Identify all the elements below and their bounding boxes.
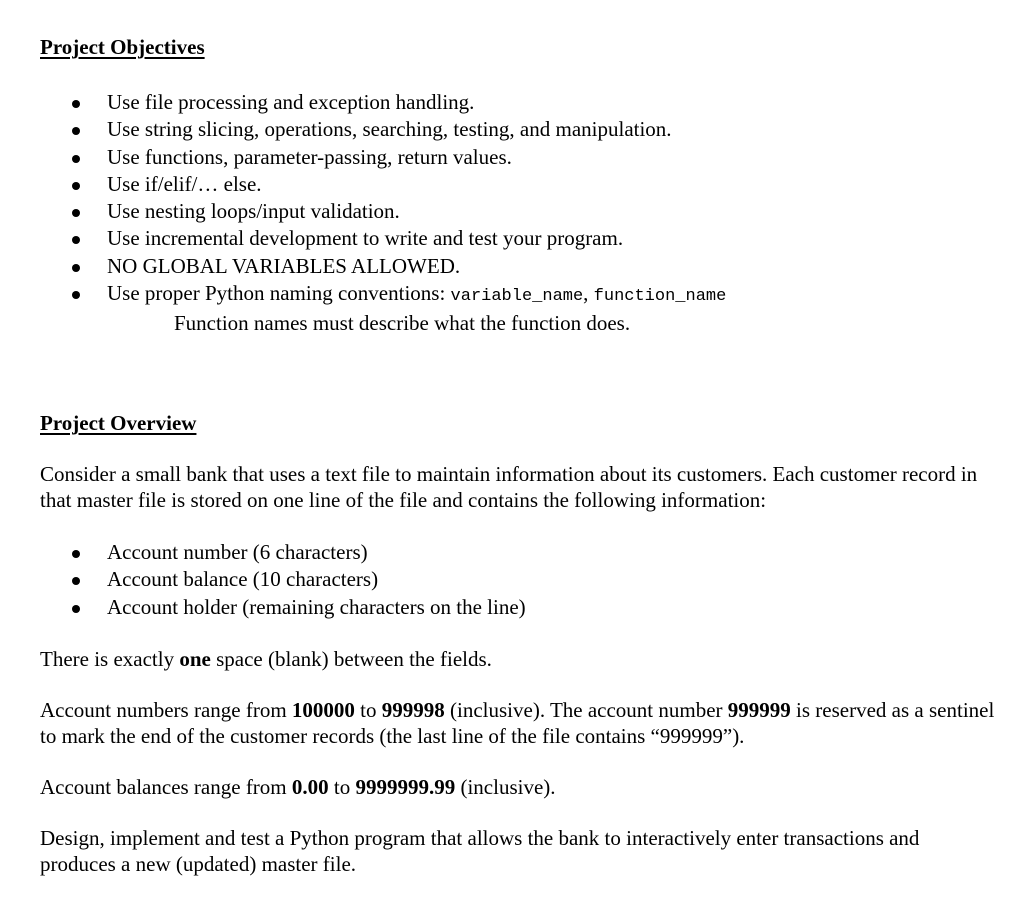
bold-text-run: 999998 (381, 698, 445, 722)
field-text: Account number (6 characters) (107, 540, 368, 564)
objective-text: Use nesting loops/input validation. (107, 199, 400, 224)
naming-separator: , (583, 281, 594, 306)
text-run: (inclusive). (455, 775, 556, 799)
objective-item (40, 253, 726, 280)
bullet-icon (72, 264, 80, 272)
field-spacing-paragraph (40, 647, 1000, 673)
bullet-icon (72, 605, 80, 613)
field-item (40, 539, 526, 566)
bold-text-run: 100000 (291, 698, 355, 722)
field-text: Account holder (remaining characters on the line) (107, 594, 526, 619)
field-text: Account balance (10 characters) (107, 567, 379, 592)
text-run: to (328, 775, 356, 799)
objective-item (40, 198, 726, 225)
project-overview-heading: Project Overview (40, 411, 197, 435)
text-run: (inclusive). The account number (444, 698, 728, 722)
bullet-icon (72, 236, 80, 244)
objective-text: NO GLOBAL VARIABLES ALLOWED. (107, 253, 461, 278)
field-item (40, 594, 526, 621)
bullet-icon (72, 550, 80, 558)
field-item (40, 566, 526, 593)
code-function-name: function_name (593, 287, 727, 307)
bullet-icon (72, 291, 80, 299)
objective-item (40, 116, 726, 143)
bullet-icon (72, 182, 80, 190)
objective-sub-item (40, 310, 726, 337)
account-balance-range-paragraph (40, 775, 1000, 801)
bullet-icon (72, 100, 80, 108)
naming-prefix: Use proper Python naming conventions: (107, 281, 451, 306)
objective-text: Use functions, parameter-passing, return values. (107, 144, 512, 169)
bold-text-run: 999999 (727, 698, 791, 722)
objective-item-naming (40, 280, 726, 310)
code-variable-name: variable_name (450, 287, 584, 307)
objective-item (40, 89, 726, 116)
objective-text: Use file processing and exception handling. (107, 90, 475, 114)
objective-text: Use string slicing, operations, searching, testing, and manipulation. (107, 117, 672, 142)
objective-item (40, 171, 726, 198)
sub-item-text: Function names must describe what the function does. (174, 311, 631, 336)
bullet-icon (72, 209, 80, 217)
objective-item (40, 225, 726, 252)
bullet-icon (72, 577, 80, 585)
overview-intro-paragraph: Consider a small bank that uses a text file to maintain information about its customers. Each customer record in that master file is stored on one line of the file and contains the following information: (40, 462, 978, 512)
text-run: There is exactly (40, 647, 180, 671)
bullet-icon (72, 127, 80, 135)
bold-text-run: 9999999.99 (355, 775, 456, 799)
bullet-icon (72, 155, 80, 163)
text-run: to (354, 698, 382, 722)
objective-text: Use if/elif/… else. (107, 171, 262, 196)
design-paragraph: Design, implement and test a Python program that allows the bank to interactively enter transactions and produces a new (updated) master file. (40, 826, 920, 876)
account-number-range-paragraph (40, 698, 1000, 749)
objective-item (40, 144, 726, 171)
record-fields-list (40, 539, 526, 621)
project-objectives-heading: Project Objectives (40, 35, 205, 59)
text-run: space (blank) between the fields. (210, 647, 492, 671)
text-run: is reserved as a sentinel to mark the end of the customer records (the last line of the file contains “999999”). (40, 698, 995, 748)
bold-text-run: one (179, 647, 211, 671)
text-run: Account numbers range from (40, 698, 292, 722)
objective-text: Use incremental development to write and test your program. (107, 226, 624, 251)
bold-text-run: 0.00 (291, 775, 329, 799)
objectives-list (40, 89, 726, 338)
text-run: Account balances range from (40, 775, 292, 799)
